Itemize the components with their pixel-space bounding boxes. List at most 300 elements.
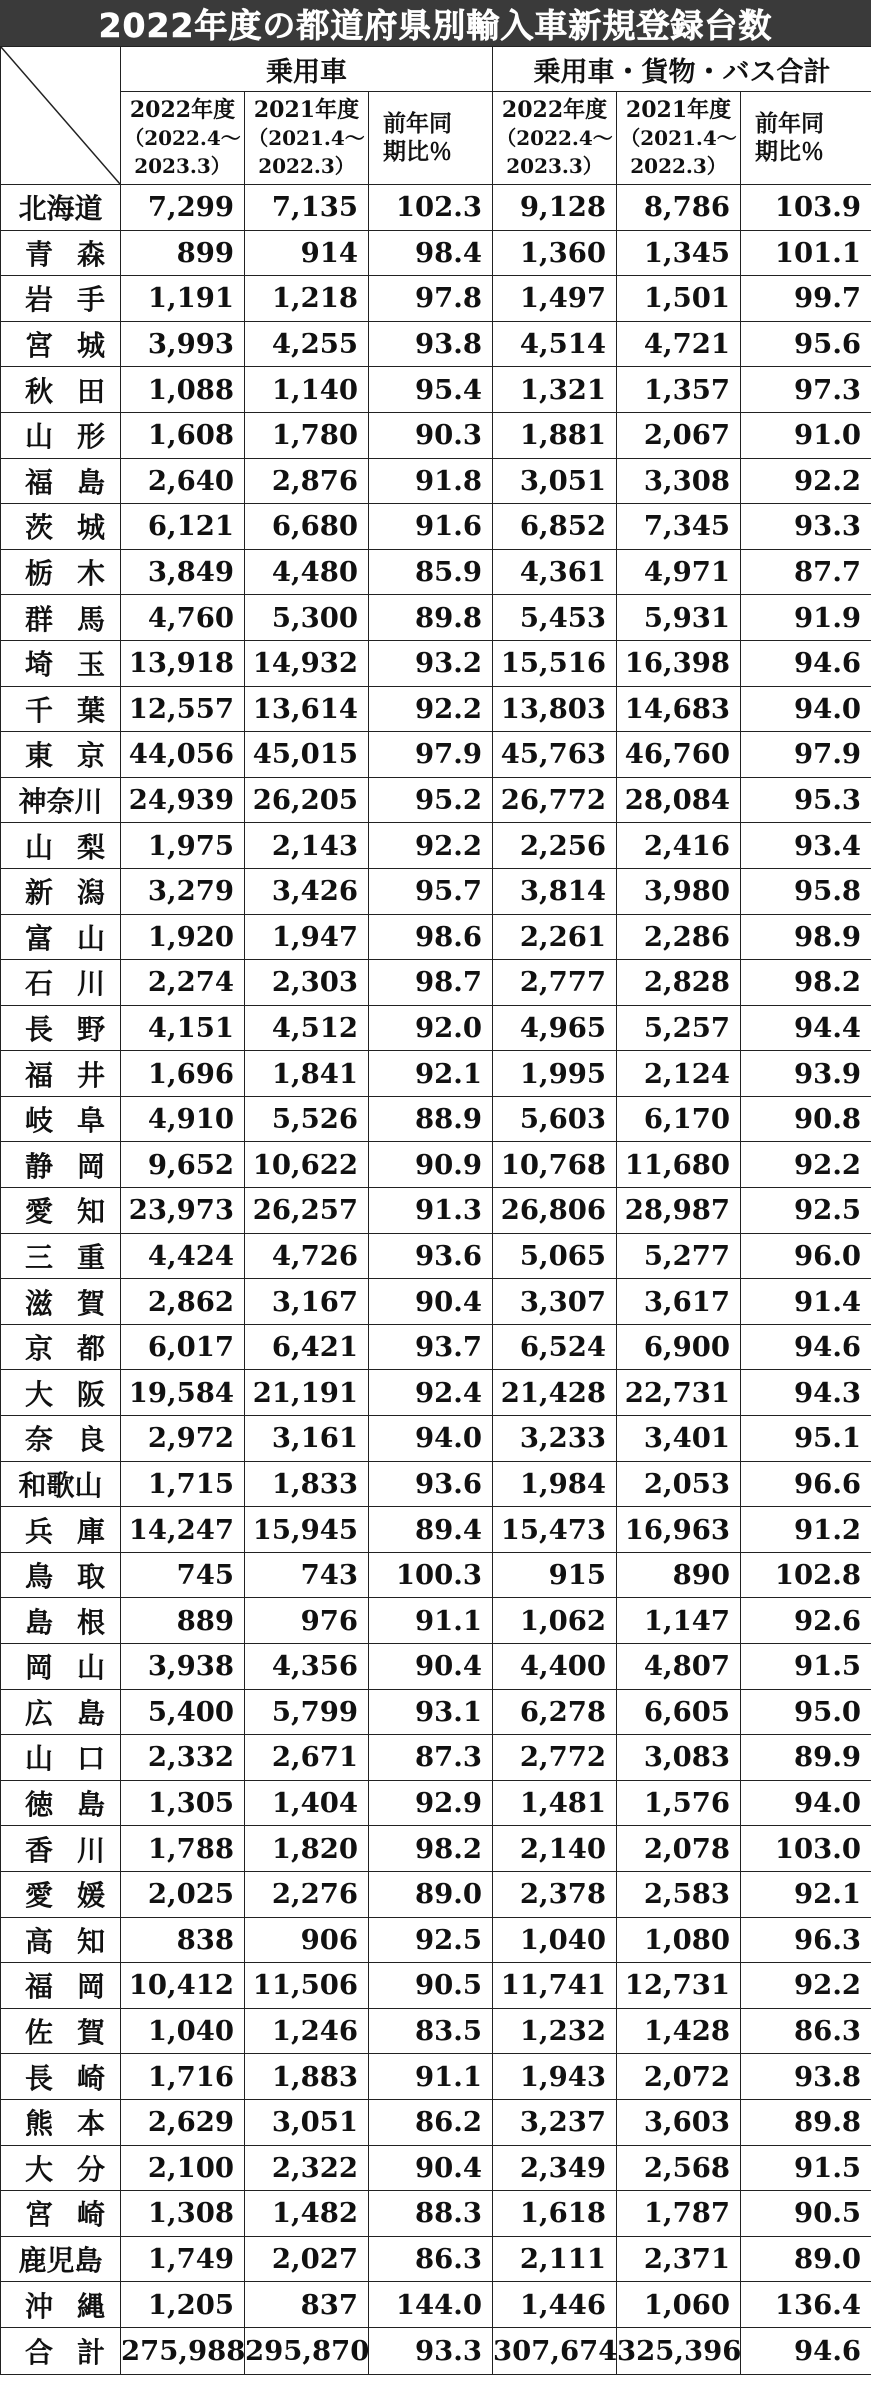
cell-a22: 2,140: [493, 1826, 617, 1872]
cell-p21: 1,404: [245, 1780, 369, 1826]
cell-ar: 94.0: [741, 1780, 871, 1826]
table-row: [1, 1142, 871, 1188]
prefecture-name: 長野: [1, 1005, 121, 1051]
cell-ar: 99.7: [741, 276, 871, 322]
table-row: [1, 549, 871, 595]
cell-pr: 90.3: [369, 412, 493, 458]
cell-a21: 2,828: [617, 960, 741, 1006]
cell-pr: 86.3: [369, 2236, 493, 2282]
cell-a22: 2,777: [493, 960, 617, 1006]
cell-pr: 90.4: [369, 2145, 493, 2191]
table-row: [1, 686, 871, 732]
prefecture-name: 秋田: [1, 367, 121, 413]
cell-p22: 899: [121, 230, 245, 276]
prefecture-name: 宮崎: [1, 2191, 121, 2237]
cell-p21: 1,140: [245, 367, 369, 413]
cell-p22: 1,696: [121, 1051, 245, 1097]
cell-p22: 2,332: [121, 1735, 245, 1781]
cell-p22: 23,973: [121, 1188, 245, 1234]
prefecture-name: 徳島: [1, 1780, 121, 1826]
cell-ar: 91.2: [741, 1507, 871, 1553]
table-body: [1, 185, 871, 2375]
cell-a22: 1,481: [493, 1780, 617, 1826]
cell-ar: 94.4: [741, 1005, 871, 1051]
cell-a22: 915: [493, 1552, 617, 1598]
cell-pr: 87.3: [369, 1735, 493, 1781]
cell-p21: 2,876: [245, 458, 369, 504]
prefecture-name: 富山: [1, 914, 121, 960]
cell-pr: 90.5: [369, 1963, 493, 2009]
cell-a22: 10,768: [493, 1142, 617, 1188]
cell-p22: 2,640: [121, 458, 245, 504]
cell-pr: 90.4: [369, 1279, 493, 1325]
fy-range-end: 2023.3）: [134, 154, 231, 178]
cell-a21: 3,083: [617, 1735, 741, 1781]
cell-p21: 3,051: [245, 2099, 369, 2145]
cell-p21: 1,883: [245, 2054, 369, 2100]
cell-a21: 2,371: [617, 2236, 741, 2282]
total-label: 合計: [1, 2327, 121, 2374]
cell-a21: 1,060: [617, 2282, 741, 2328]
prefecture-name: 山梨: [1, 823, 121, 869]
cell-p22: 4,760: [121, 595, 245, 641]
cell-p21: 743: [245, 1552, 369, 1598]
cell-p21: 10,622: [245, 1142, 369, 1188]
cell-ar: 97.9: [741, 732, 871, 778]
cell-p22: 745: [121, 1552, 245, 1598]
cell-pr: 92.5: [369, 1917, 493, 1963]
cell-p21: 4,726: [245, 1233, 369, 1279]
cell-a21: 22,731: [617, 1370, 741, 1416]
cell-a21: 2,583: [617, 1871, 741, 1917]
cell-p22: 4,151: [121, 1005, 245, 1051]
prefecture-name: 熊本: [1, 2099, 121, 2145]
table-row: [1, 1096, 871, 1142]
cell-p21: 11,506: [245, 1963, 369, 2009]
table-row: [1, 1188, 871, 1234]
cell-a22: 1,881: [493, 412, 617, 458]
prefecture-name: 千葉: [1, 686, 121, 732]
table-row: [1, 1917, 871, 1963]
cell-pr: 98.6: [369, 914, 493, 960]
cell-pr: 93.6: [369, 1233, 493, 1279]
cell-ar: 91.4: [741, 1279, 871, 1325]
cell-p22: 13,918: [121, 640, 245, 686]
table-row: [1, 1461, 871, 1507]
cell-ar: 92.2: [741, 458, 871, 504]
total-row: [1, 2327, 871, 2374]
prefecture-name: 静岡: [1, 1142, 121, 1188]
cell-a22: 1,446: [493, 2282, 617, 2328]
prefecture-name: 三重: [1, 1233, 121, 1279]
cell-p21: 21,191: [245, 1370, 369, 1416]
table-row: [1, 367, 871, 413]
cell-p21: 2,027: [245, 2236, 369, 2282]
cell-p21: 4,356: [245, 1644, 369, 1690]
prefecture-name: 神奈川: [1, 777, 121, 823]
table-row: [1, 1689, 871, 1735]
cell-a22: 2,349: [493, 2145, 617, 2191]
cell-p21: 5,799: [245, 1689, 369, 1735]
group-header-passenger: 乗用車: [121, 47, 493, 92]
cell-p21: 26,205: [245, 777, 369, 823]
cell-a21: 3,401: [617, 1416, 741, 1462]
cell-ar: 90.8: [741, 1096, 871, 1142]
cell-a21: 46,760: [617, 732, 741, 778]
cell-a22: 2,772: [493, 1735, 617, 1781]
table-row: [1, 1507, 871, 1553]
cell-a21: 1,357: [617, 367, 741, 413]
col-header-a22: [493, 92, 617, 185]
table-row: [1, 2054, 871, 2100]
cell-p22: 3,849: [121, 549, 245, 595]
cell-p21: 2,143: [245, 823, 369, 869]
prefecture-name: 東京: [1, 732, 121, 778]
cell-p21: 3,161: [245, 1416, 369, 1462]
col-header-ar: [741, 92, 871, 185]
cell-a22: 4,514: [493, 321, 617, 367]
cell-pr: 98.2: [369, 1826, 493, 1872]
cell-ar: 103.0: [741, 1826, 871, 1872]
cell-p22: 10,412: [121, 1963, 245, 2009]
table-row: [1, 1552, 871, 1598]
cell-ar: 94.6: [741, 2327, 871, 2374]
cell-p21: 5,526: [245, 1096, 369, 1142]
prefecture-name: 埼玉: [1, 640, 121, 686]
cell-a21: 4,721: [617, 321, 741, 367]
cell-ar: 89.0: [741, 2236, 871, 2282]
cell-a22: 6,524: [493, 1324, 617, 1370]
cell-p22: 3,938: [121, 1644, 245, 1690]
cell-a21: 12,731: [617, 1963, 741, 2009]
cell-pr: 92.1: [369, 1051, 493, 1097]
table-row: [1, 1279, 871, 1325]
table-row: [1, 777, 871, 823]
fy-label: 2022年度: [129, 97, 236, 123]
cell-p22: 6,017: [121, 1324, 245, 1370]
corner-cell: [1, 47, 121, 185]
cell-ar: 92.2: [741, 1963, 871, 2009]
prefecture-name: 青森: [1, 230, 121, 276]
cell-a22: 45,763: [493, 732, 617, 778]
prefecture-name: 鳥取: [1, 1552, 121, 1598]
cell-p21: 26,257: [245, 1188, 369, 1234]
cell-a21: 4,807: [617, 1644, 741, 1690]
cell-a21: 325,396: [617, 2327, 741, 2374]
cell-pr: 93.2: [369, 640, 493, 686]
fy-range-end: 2022.3）: [258, 154, 355, 178]
group-header-all: 乗用車・貨物・バス合計: [493, 47, 871, 92]
cell-a21: 2,124: [617, 1051, 741, 1097]
cell-a21: 8,786: [617, 185, 741, 231]
cell-ar: 92.5: [741, 1188, 871, 1234]
cell-p22: 1,305: [121, 1780, 245, 1826]
cell-p21: 1,218: [245, 276, 369, 322]
table-row: [1, 1780, 871, 1826]
table-row: [1, 1735, 871, 1781]
cell-p22: 1,788: [121, 1826, 245, 1872]
prefecture-name: 大阪: [1, 1370, 121, 1416]
cell-a22: 1,984: [493, 1461, 617, 1507]
cell-p21: 6,680: [245, 504, 369, 550]
cell-p21: 2,303: [245, 960, 369, 1006]
cell-pr: 89.0: [369, 1871, 493, 1917]
cell-pr: 91.6: [369, 504, 493, 550]
registration-table: [0, 46, 871, 2375]
cell-a21: 3,308: [617, 458, 741, 504]
cell-a22: 5,453: [493, 595, 617, 641]
cell-a22: 21,428: [493, 1370, 617, 1416]
table-row: [1, 1826, 871, 1872]
table-row: [1, 1416, 871, 1462]
cell-a21: 3,603: [617, 2099, 741, 2145]
cell-a21: 2,072: [617, 2054, 741, 2100]
cell-ar: 93.3: [741, 504, 871, 550]
prefecture-name: 京都: [1, 1324, 121, 1370]
table-row: [1, 2236, 871, 2282]
cell-a21: 5,257: [617, 1005, 741, 1051]
cell-a22: 3,814: [493, 868, 617, 914]
cell-p22: 12,557: [121, 686, 245, 732]
cell-p21: 14,932: [245, 640, 369, 686]
cell-a21: 5,931: [617, 595, 741, 641]
cell-pr: 90.4: [369, 1644, 493, 1690]
cell-pr: 89.8: [369, 595, 493, 641]
cell-p21: 3,167: [245, 1279, 369, 1325]
cell-a21: 1,576: [617, 1780, 741, 1826]
cell-a22: 4,965: [493, 1005, 617, 1051]
cell-p22: 2,629: [121, 2099, 245, 2145]
col-header-pr: [369, 92, 493, 185]
prefecture-name: 愛知: [1, 1188, 121, 1234]
cell-p21: 295,870: [245, 2327, 369, 2374]
cell-a22: 6,852: [493, 504, 617, 550]
cell-p22: 19,584: [121, 1370, 245, 1416]
cell-pr: 89.4: [369, 1507, 493, 1553]
cell-ar: 101.1: [741, 230, 871, 276]
cell-a21: 6,900: [617, 1324, 741, 1370]
cell-p22: 275,988: [121, 2327, 245, 2374]
cell-pr: 88.9: [369, 1096, 493, 1142]
cell-ar: 98.9: [741, 914, 871, 960]
cell-a21: 1,787: [617, 2191, 741, 2237]
fy-range-start: （2021.4～: [248, 126, 365, 150]
prefecture-name: 岡山: [1, 1644, 121, 1690]
table-row: [1, 960, 871, 1006]
cell-p22: 1,088: [121, 367, 245, 413]
cell-pr: 92.2: [369, 823, 493, 869]
cell-p22: 2,972: [121, 1416, 245, 1462]
prefecture-name: 山形: [1, 412, 121, 458]
cell-p22: 6,121: [121, 504, 245, 550]
cell-a22: 307,674: [493, 2327, 617, 2374]
table-row: [1, 185, 871, 231]
cell-a21: 1,080: [617, 1917, 741, 1963]
cell-ar: 89.9: [741, 1735, 871, 1781]
col-header-a21: [617, 92, 741, 185]
cell-pr: 97.9: [369, 732, 493, 778]
prefecture-name: 沖縄: [1, 2282, 121, 2328]
cell-p22: 1,715: [121, 1461, 245, 1507]
cell-ar: 89.8: [741, 2099, 871, 2145]
prefecture-name: 奈良: [1, 1416, 121, 1462]
prefecture-name: 山口: [1, 1735, 121, 1781]
cell-a22: 1,360: [493, 230, 617, 276]
cell-a21: 4,971: [617, 549, 741, 595]
cell-p22: 7,299: [121, 185, 245, 231]
cell-p21: 976: [245, 1598, 369, 1644]
cell-ar: 102.8: [741, 1552, 871, 1598]
cell-ar: 92.6: [741, 1598, 871, 1644]
cell-a22: 2,378: [493, 1871, 617, 1917]
prefecture-name: 鹿児島: [1, 2236, 121, 2282]
cell-p21: 2,322: [245, 2145, 369, 2191]
cell-p21: 4,512: [245, 1005, 369, 1051]
cell-ar: 96.0: [741, 1233, 871, 1279]
table-row: [1, 2191, 871, 2237]
cell-pr: 95.2: [369, 777, 493, 823]
prefecture-name: 佐賀: [1, 2008, 121, 2054]
table-row: [1, 1051, 871, 1097]
table-row: [1, 504, 871, 550]
prefecture-name: 愛媛: [1, 1871, 121, 1917]
cell-a21: 1,345: [617, 230, 741, 276]
table-row: [1, 2099, 871, 2145]
cell-ar: 87.7: [741, 549, 871, 595]
cell-ar: 95.6: [741, 321, 871, 367]
cell-ar: 97.3: [741, 367, 871, 413]
cell-p21: 45,015: [245, 732, 369, 778]
cell-p21: 7,135: [245, 185, 369, 231]
cell-p21: 13,614: [245, 686, 369, 732]
cell-a22: 5,603: [493, 1096, 617, 1142]
cell-pr: 100.3: [369, 1552, 493, 1598]
prefecture-name: 福井: [1, 1051, 121, 1097]
fy-range-start: （2022.4～: [496, 126, 613, 150]
fy-range-end: 2022.3）: [630, 154, 727, 178]
cell-ar: 93.8: [741, 2054, 871, 2100]
cell-ar: 95.1: [741, 1416, 871, 1462]
cell-p22: 4,424: [121, 1233, 245, 1279]
cell-a21: 1,147: [617, 1598, 741, 1644]
fy-label: 2021年度: [625, 97, 732, 123]
cell-p22: 1,716: [121, 2054, 245, 2100]
cell-ar: 95.3: [741, 777, 871, 823]
cell-p21: 15,945: [245, 1507, 369, 1553]
cell-p21: 1,780: [245, 412, 369, 458]
cell-ar: 86.3: [741, 2008, 871, 2054]
cell-pr: 91.8: [369, 458, 493, 504]
table-row: [1, 1598, 871, 1644]
prefecture-name: 和歌山: [1, 1461, 121, 1507]
table-row: [1, 1871, 871, 1917]
cell-pr: 94.0: [369, 1416, 493, 1462]
prefecture-name: 岐阜: [1, 1096, 121, 1142]
table-row: [1, 321, 871, 367]
cell-p21: 914: [245, 230, 369, 276]
ratio-label-2: 期比％: [755, 138, 825, 165]
cell-a22: 1,618: [493, 2191, 617, 2237]
cell-a22: 9,128: [493, 185, 617, 231]
prefecture-name: 広島: [1, 1689, 121, 1735]
cell-a22: 15,473: [493, 1507, 617, 1553]
cell-p21: 2,671: [245, 1735, 369, 1781]
cell-a22: 13,803: [493, 686, 617, 732]
cell-ar: 92.2: [741, 1142, 871, 1188]
cell-pr: 93.1: [369, 1689, 493, 1735]
cell-p21: 1,833: [245, 1461, 369, 1507]
table-row: [1, 595, 871, 641]
cell-a21: 2,568: [617, 2145, 741, 2191]
cell-a21: 5,277: [617, 1233, 741, 1279]
cell-pr: 93.3: [369, 2327, 493, 2374]
cell-ar: 94.3: [741, 1370, 871, 1416]
cell-a22: 5,065: [493, 1233, 617, 1279]
cell-p22: 1,308: [121, 2191, 245, 2237]
cell-a22: 4,400: [493, 1644, 617, 1690]
table-row: [1, 868, 871, 914]
cell-p22: 3,279: [121, 868, 245, 914]
cell-p21: 1,246: [245, 2008, 369, 2054]
cell-a22: 3,237: [493, 2099, 617, 2145]
diagonal-line-icon: [1, 47, 120, 184]
cell-ar: 94.6: [741, 1324, 871, 1370]
cell-ar: 96.3: [741, 1917, 871, 1963]
cell-ar: 93.9: [741, 1051, 871, 1097]
prefecture-name: 岩手: [1, 276, 121, 322]
cell-p22: 2,100: [121, 2145, 245, 2191]
cell-p22: 4,910: [121, 1096, 245, 1142]
fy-range-start: （2021.4～: [620, 126, 737, 150]
cell-ar: 95.0: [741, 1689, 871, 1735]
cell-ar: 136.4: [741, 2282, 871, 2328]
prefecture-name: 長崎: [1, 2054, 121, 2100]
col-header-p22: [121, 92, 245, 185]
cell-p22: 24,939: [121, 777, 245, 823]
cell-ar: 91.0: [741, 412, 871, 458]
cell-p21: 1,841: [245, 1051, 369, 1097]
cell-p21: 6,421: [245, 1324, 369, 1370]
cell-pr: 91.3: [369, 1188, 493, 1234]
cell-a22: 1,497: [493, 276, 617, 322]
cell-pr: 90.9: [369, 1142, 493, 1188]
table-row: [1, 276, 871, 322]
ratio-label-2: 期比％: [383, 138, 452, 165]
cell-ar: 103.9: [741, 185, 871, 231]
page-title: 2022年度の都道府県別輸入車新規登録台数: [0, 0, 871, 46]
prefecture-name: 大分: [1, 2145, 121, 2191]
cell-p22: 2,274: [121, 960, 245, 1006]
cell-pr: 92.9: [369, 1780, 493, 1826]
cell-ar: 91.5: [741, 1644, 871, 1690]
ratio-label-1: 前年同: [755, 110, 825, 137]
fy-range-start: （2022.4～: [124, 126, 241, 150]
prefecture-name: 福岡: [1, 1963, 121, 2009]
cell-a21: 14,683: [617, 686, 741, 732]
cell-p21: 1,820: [245, 1826, 369, 1872]
cell-p22: 14,247: [121, 1507, 245, 1553]
cell-pr: 98.4: [369, 230, 493, 276]
cell-a21: 2,067: [617, 412, 741, 458]
cell-p22: 1,749: [121, 2236, 245, 2282]
prefecture-name: 石川: [1, 960, 121, 1006]
cell-a21: 28,084: [617, 777, 741, 823]
cell-a21: 2,053: [617, 1461, 741, 1507]
cell-ar: 94.0: [741, 686, 871, 732]
cell-a21: 16,398: [617, 640, 741, 686]
prefecture-name: 香川: [1, 1826, 121, 1872]
cell-pr: 102.3: [369, 185, 493, 231]
